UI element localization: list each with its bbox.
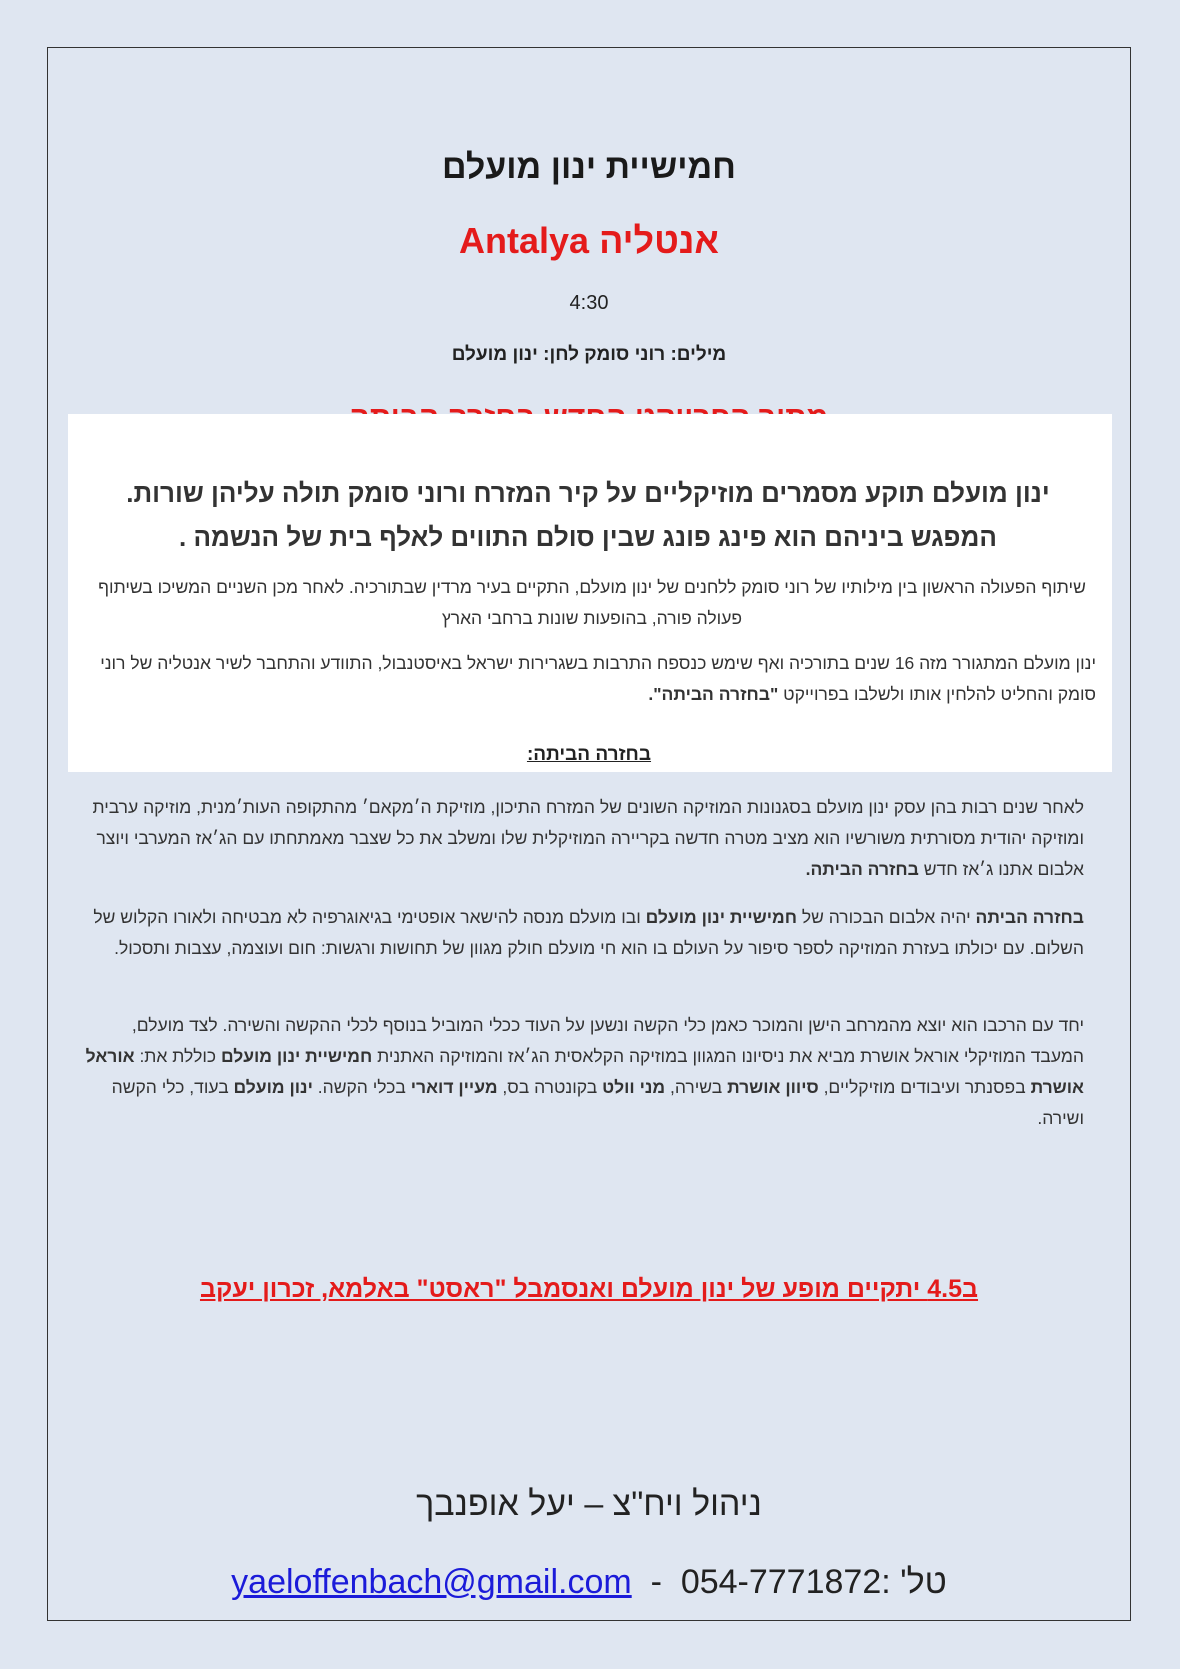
body-paragraph-2 [76, 902, 1084, 964]
body-paragraph-2-text-1: יהיה אלבום הבכורה של [796, 907, 976, 927]
intro-box [68, 414, 1112, 772]
body-paragraph-3-bold-6: ינון מועלם [233, 1077, 313, 1097]
body-paragraph-3-text-5: בקונטרה בס, [497, 1077, 603, 1097]
contact-line [48, 1563, 1130, 1602]
body-paragraph-3-text-4: בשירה, [665, 1077, 728, 1097]
body-paragraph-1-bold: בחזרה הביתה. [805, 859, 919, 879]
contact-separator: - [631, 1563, 681, 1601]
body-paragraph-3-text-1: יחד עם הרכבו הוא יוצא מהמרחב הישן והמוכר כאמן כלי הקשה ונשען על העוד ככלי המוביל בנוסף לכלי ההקשה והשירה. לצד מועלם, המעבד המוזיקלי אוראל אושרת מביא את ניסיונו המגוון במוזיקה הקלאסית הג׳אז והמוזיקה האתנית [131, 1015, 1084, 1066]
song-duration: 4:30 [569, 292, 609, 314]
intro-paragraph-1: שיתוף הפעולה הראשון בין מילותיו של רוני סומק ללחנים של ינון מועלם, התקיים בעיר מרדין שבתורכיה. לאחר מכן השניים המשיכו בשיתוף פעולה פורה, בהופעות שונות ברחבי הארץ [98, 577, 1086, 628]
intro-paragraph-2 [88, 648, 1096, 710]
email-link[interactable]: yaeloffenbach@gmail.com [231, 1563, 632, 1601]
page-title: חמישיית ינון מועלם [442, 148, 736, 186]
body-paragraph-3-text-6: בכלי הקשה. [312, 1077, 411, 1097]
intro-paragraph-2-bold: "בחזרה הביתה". [648, 684, 779, 704]
body-paragraph-3-bold-3: סיוון אושרת [727, 1077, 819, 1097]
document-frame [47, 47, 1131, 1621]
body-paragraph-3-bold-1: חמישיית ינון מועלם [220, 1046, 373, 1066]
body-paragraph-3-text-2: כוללת את: [134, 1046, 221, 1066]
song-credits: מילים: רוני סומק לחן: ינון מועלם [451, 344, 727, 365]
body-paragraph-2-text-2: ובו מועלם מנסה להישאר אופטימי בגיאוגרפיה לא מבטיחה ולאורו הקלוש של השלום. עם יכולתו בעזרת המוזיקה לספר סיפור על העולם בו הוא חי מועלם חולק מגוון של תחושות ורגשות: חום ועוצמה, עצבות ותסכול. [93, 907, 1084, 958]
body-paragraph-3-text-7: בעוד, כלי הקשה ושירה. [111, 1077, 1084, 1128]
body-paragraph-2-bold-1: בחזרה הביתה [975, 907, 1084, 927]
body-paragraph-3-text-3: בפסנתר ועיבודים מוזיקליים, [818, 1077, 1031, 1097]
body-paragraph-3-bold-2: אוראל אושרת [85, 1046, 1084, 1097]
event-announcement: ב4.5 יתקיים מופע של ינון מועלם ואנסמבל "ראסט" באלמא, זכרון יעקב [199, 1275, 979, 1303]
intro-paragraph-2-text: ינון מועלם המתגורר מזה 16 שנים בתורכיה ואף שימש כנספח התרבות בשגרירות ישראל באיסטנבול, התוודע והתחבר לשיר אנטליה של רוני סומק והחליט להלחין אותו ולשלבו בפרוייקט [100, 653, 1096, 704]
body-paragraph-3-bold-5: מעיין דוארי [410, 1077, 498, 1097]
body-paragraph-3 [76, 1010, 1084, 1134]
body-paragraph-2-bold-2: חמישיית ינון מועלם [645, 907, 797, 927]
song-title [48, 220, 1130, 262]
body-paragraph-1 [76, 792, 1084, 885]
phone-number: טל' :054-7771872 [680, 1563, 947, 1601]
section-subheading: בחזרה הביתה: [526, 744, 652, 765]
quote-line-1: ינון מועלם תוקע מסמרים מוזיקליים על קיר המזרח ורוני סומק תולה עליהן שורות. [126, 478, 1050, 508]
body-paragraph-3-bold-4: מני וולט [602, 1077, 666, 1097]
management-credit: ניהול ויח"צ – יעל אופנבך [416, 1485, 762, 1523]
body-paragraph-1-text: לאחר שנים רבות בהן עסק ינון מועלם בסגנונות המוזיקה השונים של המזרח התיכון, מוזיקת ה׳מקאם׳ מהתקופה העות׳מנית, מוזיקה ערבית ומוזיקה יהודית מסורתית משורשיו הוא מציב מטרה חדשה בקריירה המוזיקלית שלו ומשלב את כל שצבר מאמתחתו עם הג׳אז המערבי ויוצר אלבום אתנו ג׳אז חדש [92, 797, 1084, 879]
quote-line-2: המפגש ביניהם הוא פינג פונג שבין סולם התווים לאלף בית של הנשמה . [179, 522, 997, 552]
song-title-text: אנטליה Antalya [459, 220, 719, 261]
